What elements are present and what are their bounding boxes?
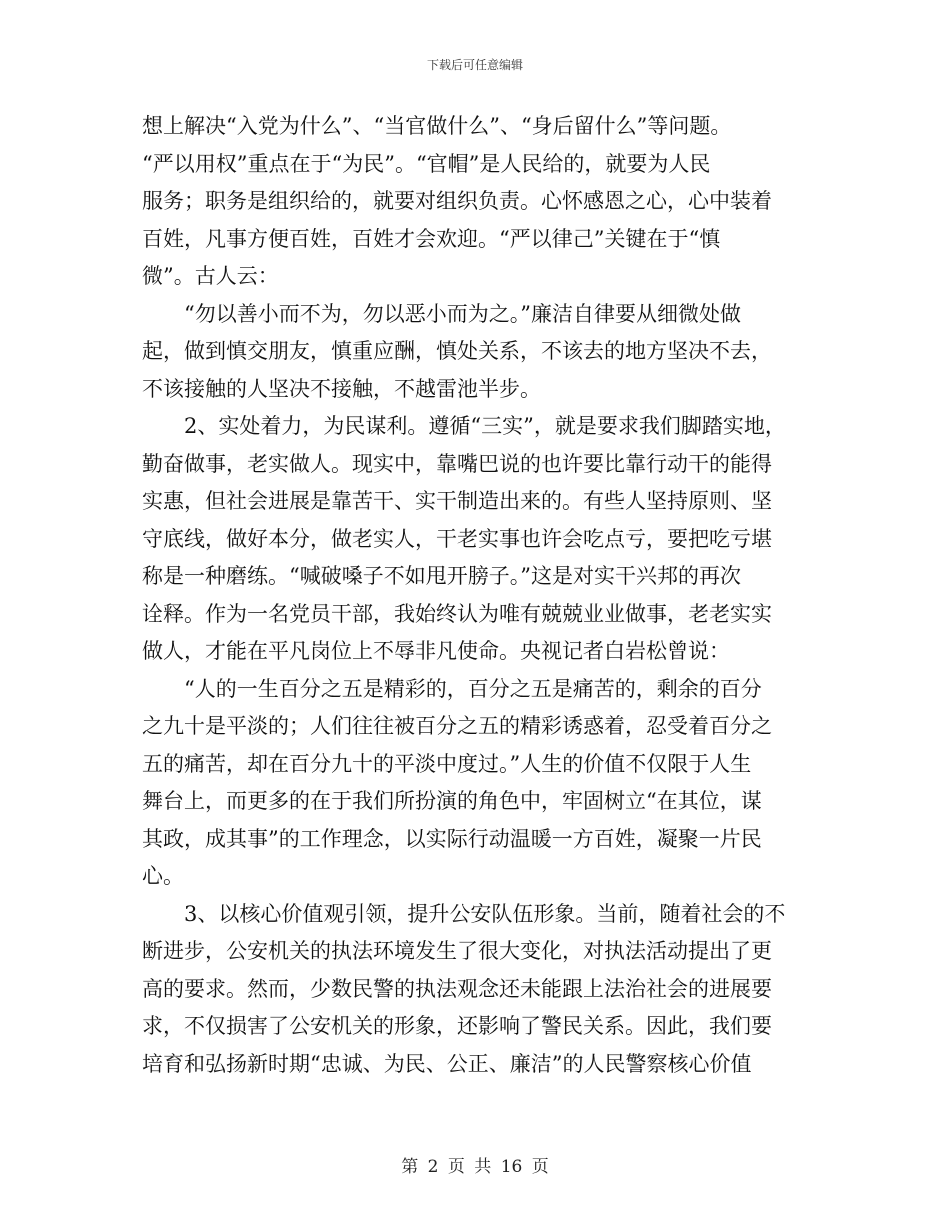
text-line: 断进步，公安机关的执法环境发生了很大变化，对执法活动提出了更	[142, 939, 772, 963]
text-line: “人的一生百分之五是精彩的，百分之五是痛苦的，剩余的百分	[184, 676, 762, 701]
text-line: 实惠，但社会进展是靠苦干、实干制造出来的。有些人坚持原则、坚	[142, 489, 772, 513]
text-line: 高的要求。然而，少数民警的执法观念还未能跟上法治社会的进展要	[142, 976, 772, 1001]
text-line: 做人，才能在平凡岗位上不辱非凡使命。央视记者白岩松曾说：	[142, 639, 730, 663]
text-line: 心。	[142, 864, 184, 888]
text-line: 起，做到慎交朋友，慎重应酬，慎处关系，不该去的地方坚决不去，	[142, 339, 772, 363]
text-line: 舞台上，而更多的在于我们所扮演的角色中，牢固树立“在其位，谋	[142, 789, 762, 813]
text-line: 其政，成其事”的工作理念，以实际行动温暖一方百姓，凝聚一片民	[142, 826, 762, 851]
text-line: “勿以善小而不为，勿以恶小而为之。”廉洁自律要从细微处做	[184, 301, 741, 326]
text-line: 想上解决“入党为什么”、“当官做什么”、“身后留什么”等问题。	[142, 114, 732, 138]
text-line: 不该接触的人坚决不接触，不越雷池半步。	[142, 376, 541, 401]
text-line: 求，不仅损害了公安机关的形象，还影响了警民关系。因此，我们要	[142, 1014, 772, 1038]
text-line: 培育和弘扬新时期“忠诚、为民、公正、廉洁”的人民警察核心价值	[142, 1051, 752, 1076]
text-line: 微”。古人云：	[142, 264, 279, 288]
text-line: 3、以核心价值观引领，提升公安队伍形象。当前，随着社会的不	[184, 901, 786, 926]
text-line: 2、实处着力，为民谋利。遵循“三实”，就是要求我们脚踏实地，	[184, 414, 786, 438]
text-line: 诠释。作为一名党员干部，我始终认为唯有兢兢业业做事，老老实实	[142, 601, 772, 626]
page-header: 下载后可任意编辑	[426, 58, 523, 72]
text-line: 守底线，做好本分，做老实人，干老实事也许会吃点亏，要把吃亏堪	[142, 526, 772, 551]
document-body	[142, 108, 832, 1083]
text-line: 称是一种磨练。“喊破嗓子不如甩开膀子。”这是对实干兴邦的再次	[142, 564, 741, 588]
page-footer: 第 2 页 共 16 页	[401, 1157, 549, 1177]
text-line: 之九十是平淡的；人们往往被百分之五的精彩诱惑着，忍受着百分之	[142, 714, 772, 738]
text-line: 百姓，凡事方便百姓，百姓才会欢迎。“严以律己”关键在于“慎	[142, 226, 721, 251]
text-line: 勤奋做事，老实做人。现实中，靠嘴巴说的也许要比靠行动干的能得	[142, 451, 772, 476]
text-line: 服务；职务是组织给的，就要对组织负责。心怀感恩之心，心中装着	[142, 189, 772, 213]
text-line: “严以用权”重点在于“为民”。“官帽”是人民给的，就要为人民	[142, 151, 711, 176]
text-line: 五的痛苦，却在百分九十的平淡中度过。”人生的价值不仅限于人生	[142, 751, 752, 776]
